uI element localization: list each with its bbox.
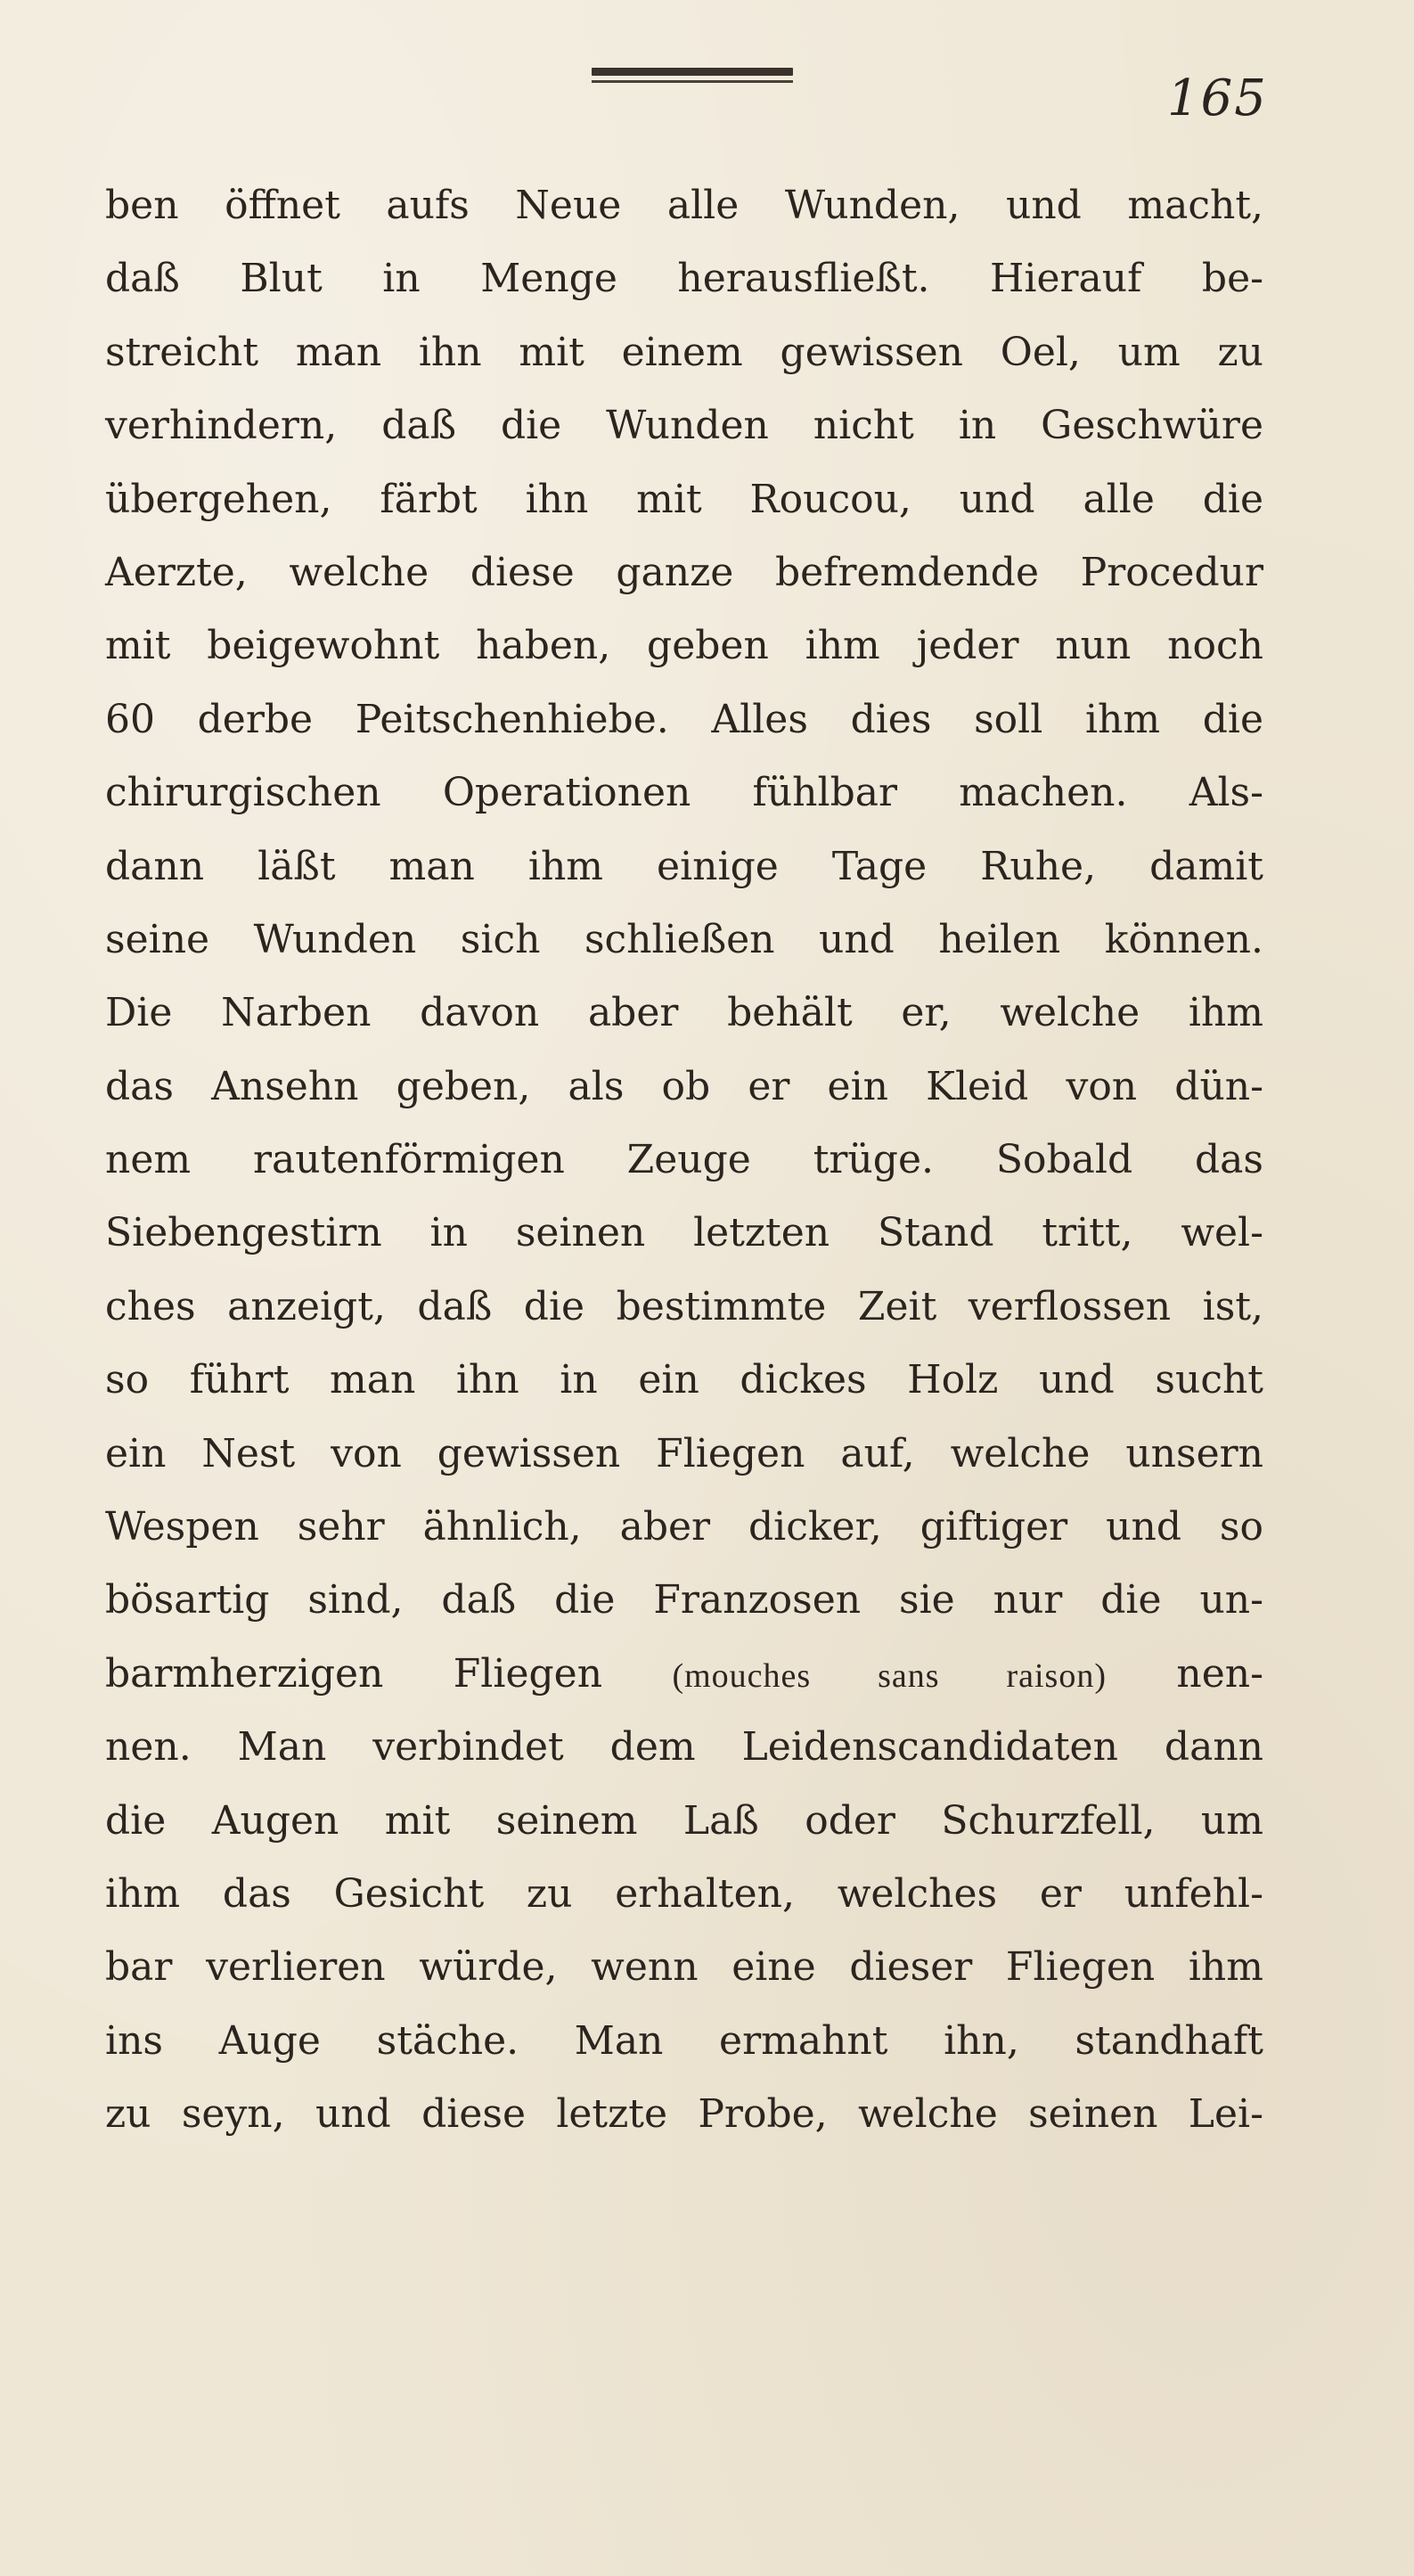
- text-line: das Ansehn geben, als ob er ein Kleid von dün-: [105, 1063, 1263, 1109]
- text-line: Siebengestirn in seinen letzten Stand tritt, wel-: [105, 1210, 1263, 1256]
- text-line: chirurgischen Operationen fühlbar machen. Als-: [105, 770, 1263, 816]
- text-line: Wespen sehr ähnlich, aber dicker, giftiger und so: [105, 1504, 1263, 1550]
- page-number: 165: [1167, 70, 1268, 127]
- text-line: ches anzeigt, daß die bestimmte Zeit verflossen ist,: [105, 1283, 1263, 1329]
- text-line: so führt man ihn in ein dickes Holz und sucht: [105, 1357, 1263, 1403]
- text-line: bösartig sind, daß die Franzosen sie nur die un-: [105, 1577, 1263, 1623]
- text-line: ein Nest von gewissen Fliegen auf, welche unsern: [105, 1430, 1263, 1476]
- text-line: übergehen, färbt ihn mit Roucou, und alle die: [105, 476, 1263, 522]
- text-line: mit beigewohnt haben, geben ihm jeder nun noch: [105, 623, 1263, 669]
- text-line-mixed: [105, 1638, 1263, 1711]
- text-line: ins Auge stäche. Man ermahnt ihn, standhaft: [105, 2017, 1263, 2064]
- text-line: 60 derbe Peitschenhiebe. Alles dies soll ihm die: [105, 696, 1263, 742]
- antiqua-phrase: (mouches sans raison): [672, 1656, 1107, 1695]
- body-text: [105, 169, 1263, 2152]
- text-line: streicht man ihn mit einem gewissen Oel, um zu: [105, 329, 1263, 375]
- text-line: zu seyn, und diese letzte Probe, welche seinen Lei-: [105, 2091, 1263, 2138]
- text-line: dann läßt man ihm einige Tage Ruhe, damit: [105, 843, 1263, 889]
- text-line: verhindern, daß die Wunden nicht in Geschwüre: [105, 403, 1263, 449]
- header-rule-thin: [592, 80, 793, 83]
- text-line: ihm das Gesicht zu erhalten, welches er unfehl-: [105, 1870, 1263, 1917]
- text-segment: barmherzigen Fliegen: [105, 1650, 673, 1697]
- text-line: seine Wunden sich schließen und heilen können.: [105, 916, 1263, 962]
- header-rule-thick: [592, 68, 793, 76]
- text-line: nem rautenförmigen Zeuge trüge. Sobald das: [105, 1137, 1263, 1183]
- header-rule: [592, 68, 793, 86]
- text-line: Aerzte, welche diese ganze befremdende Procedur: [105, 549, 1263, 595]
- text-line: die Augen mit seinem Laß oder Schurzfell, um: [105, 1797, 1263, 1844]
- text-line: daß Blut in Menge herausfließt. Hierauf be-: [105, 256, 1263, 302]
- text-line: nen. Man verbindet dem Leidenscandidaten dann: [105, 1724, 1263, 1770]
- text-segment: nen-: [1107, 1650, 1263, 1697]
- text-line: bar verlieren würde, wenn eine dieser Fliegen ihm: [105, 1944, 1263, 1991]
- text-line: ben öffnet aufs Neue alle Wunden, und macht,: [105, 183, 1263, 228]
- text-line: Die Narben davon aber behält er, welche ihm: [105, 990, 1263, 1036]
